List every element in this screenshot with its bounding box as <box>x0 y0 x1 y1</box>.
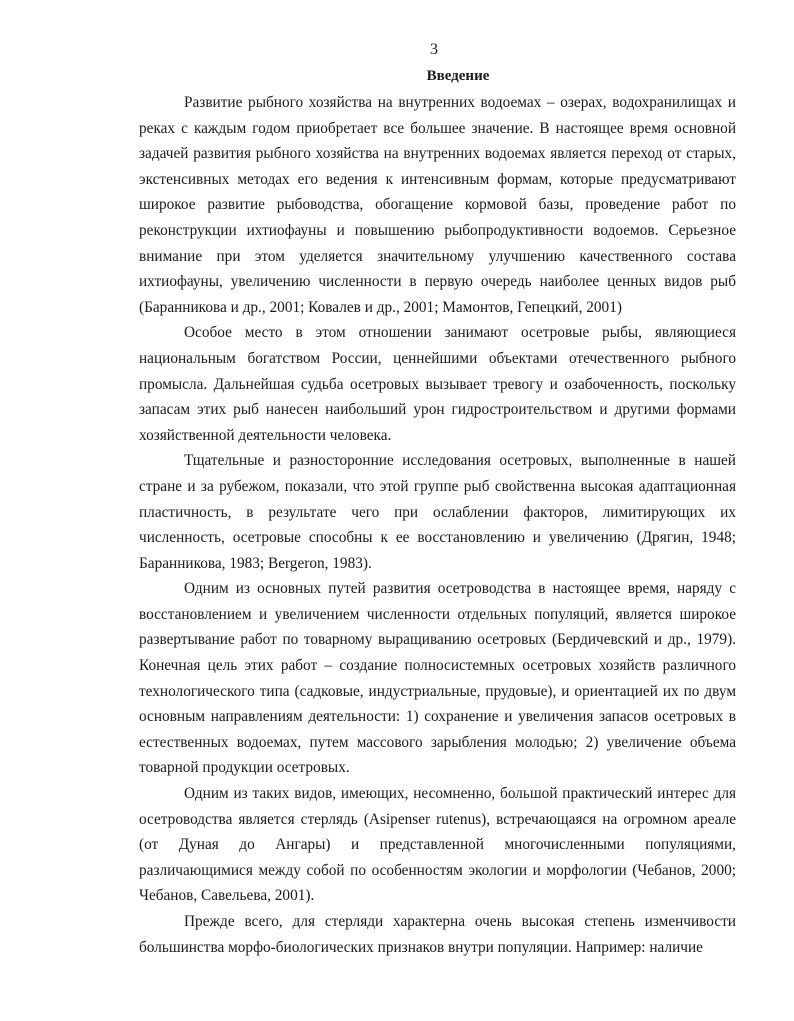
paragraph-3: Тщательные и разносторонние исследования осетровых, выполненные в нашей стране и за рубежом, показали, что этой группе рыб свойственна высокая адаптационная пластичность, в результате чего при ослаблении факторов, лимитирующих их численность, осетровые способны к ее восстановлению и увеличению (Дрягин, 1948; Баранникова, 1983; Bergeron, 1983). <box>139 452 736 572</box>
body-text <box>139 90 736 960</box>
paragraph-5: Одним из таких видов, имеющих, несомненно, большой практический интерес для осетроводства является стерлядь (Asipenser rutenus), встречающаяся на огромном ареале (от Дуная до Ангары) и представленной многочисленными популяциями, различающимися между собой по особенностям экологии и морфологии (Чебанов, 2000; Чебанов, Савельева, 2001). <box>139 785 736 905</box>
section-heading: Введение <box>426 68 490 84</box>
paragraph-4: Одним из основных путей развития осетроводства в настоящее время, наряду с восстановлением и увеличением численности отдельных популяций, является широкое развертывание работ по товарному выращиванию осетровых (Бердичевский и др., 1979). Конечная цель этих работ – создание полносистемных осетровых хозяйств различного технологического типа (садковые, индустриальные, прудовые), и ориентацией их по двум основным направлениям деятельности: 1) сохранение и увеличения запасов осетровых в естественных водоемах, путем массового зарыбления молодью; 2) увеличение объема товарной продукции осетровых. <box>139 580 736 777</box>
paragraph-2: Особое место в этом отношении занимают осетровые рыбы, являющиеся национальным богатством России, ценнейшими объектами отечественного рыбного промысла. Дальнейшая судьба осетровых вызывает тревогу и озабоченность, поскольку запасам этих рыб нанесен наибольший урон гидростроительством и другими формами хозяйственной деятельности человека. <box>139 324 736 444</box>
paragraph-6: Прежде всего, для стерляди характерна очень высокая степень изменчивости большинства морфо-биологических признаков внутри популяции. Например: наличие <box>139 913 736 956</box>
page-number: 3 <box>430 41 438 58</box>
paragraph-1: Развитие рыбного хозяйства на внутренних водоемах – озерах, водохранилищах и реках с каждым годом приобретает все большее значение. В настоящее время основной задачей развития рыбного хозяйства на внутренних водоемах является переход от старых, экстенсивных методах его ведения к интенсивным формам, которые предусматривают широкое развитие рыбоводства, обогащение кормовой базы, проведение работ по реконструкции ихтиофауны и повышению рыбопродуктивности водоемов. Серьезное внимание при этом уделяется значительному улучшению качественного состава ихтиофауны, увеличению численности в первую очередь наиболее ценных видов рыб (Баранникова и др., 2001; Ковалев и др., 2001; Мамонтов, Гепецкий, 2001) <box>139 94 736 316</box>
